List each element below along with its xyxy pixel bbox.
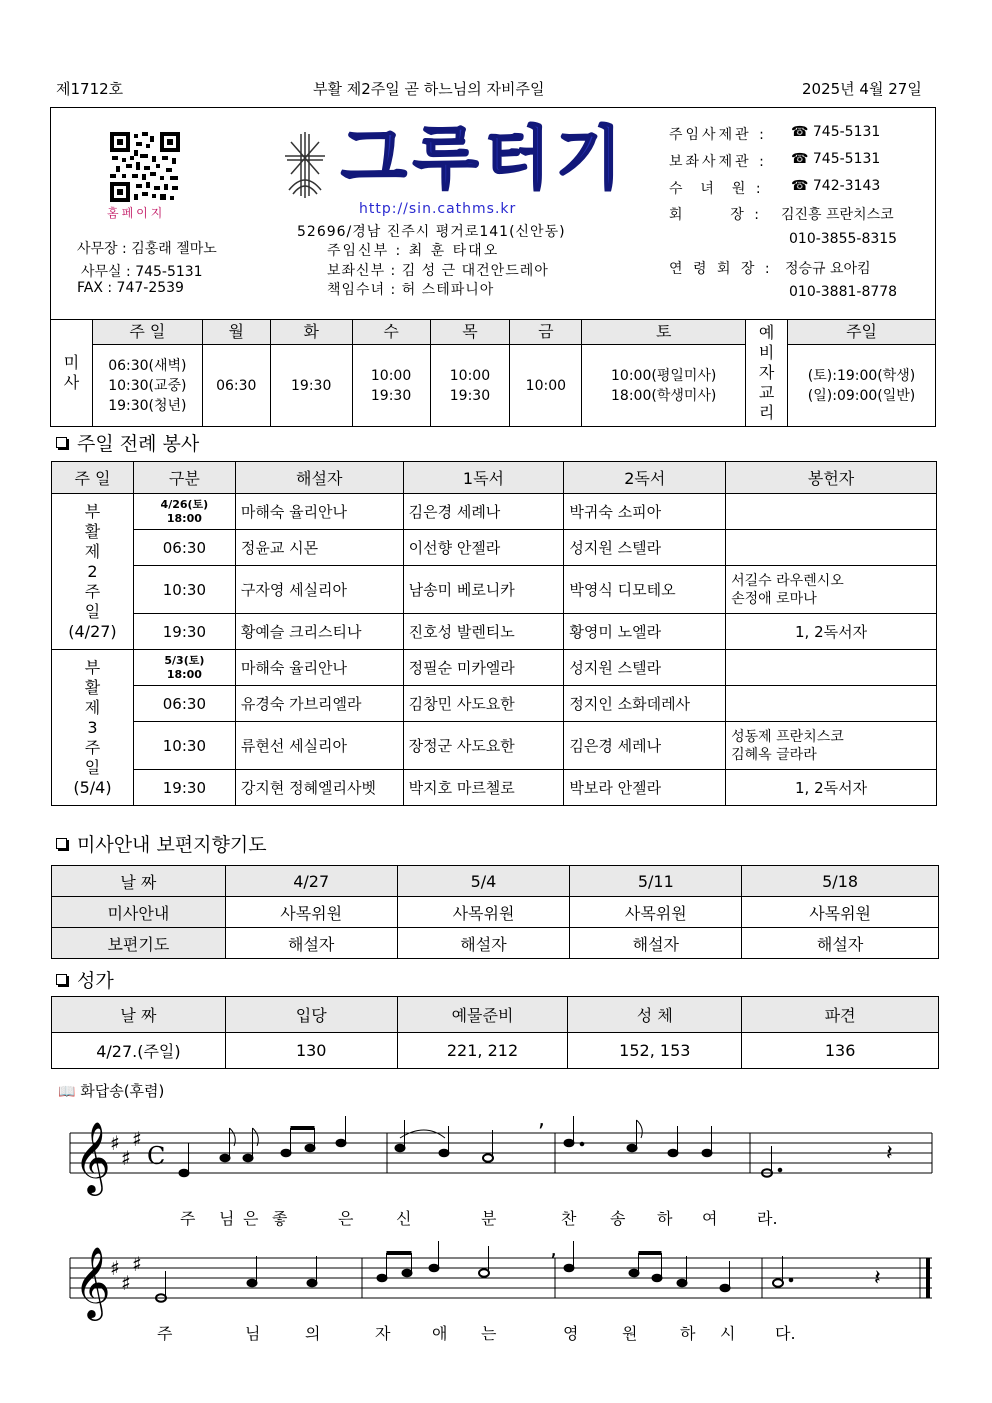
issue-date: 2025년 4월 27일 — [802, 80, 922, 98]
lyric: 님 — [219, 1209, 235, 1228]
sharp-icon: ♯ — [110, 1256, 120, 1280]
duty-section-title — [56, 429, 199, 456]
page-title: 부활 제2주일 곧 하느님의 자비주일 — [313, 80, 545, 98]
hymn-communion: 152, 153 — [568, 1033, 742, 1069]
sharp-icon: ♯ — [110, 1131, 120, 1155]
header-box — [50, 107, 936, 320]
duty-reading2: 성지원 스텔라 — [564, 530, 726, 566]
duty-table — [51, 461, 937, 806]
hymn-header-entrance: 입당 — [225, 997, 397, 1033]
duty-commentator: 마해숙 율리안나 — [235, 650, 403, 686]
duty-time: 06:30 — [133, 686, 235, 722]
duty-reading1: 김은경 세례나 — [403, 494, 564, 530]
duty-header-time: 구분 — [133, 462, 235, 494]
parish-address: 52696/경남 진주시 평거로141(신안동) — [297, 224, 566, 240]
lyric: 는 — [481, 1324, 497, 1343]
mass-time-tue: 19:30 — [270, 345, 352, 427]
duty-reading2: 김은경 세레나 — [564, 722, 726, 770]
mass-time-wed: 10:00 19:30 — [352, 345, 430, 427]
duty-offering — [726, 650, 937, 686]
hymn-section-label: 성가 — [77, 970, 114, 992]
duty-time: 5/3(토) 18:00 — [133, 650, 235, 686]
lyric: 주 — [180, 1209, 196, 1228]
duty-offering: 성동제 프란치스코 김혜옥 글라라 — [726, 722, 937, 770]
lyric: 영 — [563, 1324, 579, 1343]
duty-offering: 서길수 라우렌시오 손정애 로마나 — [726, 566, 937, 614]
staff-2 — [70, 1237, 932, 1321]
duty-offering — [726, 686, 937, 722]
duty-reading2: 성지원 스텔라 — [564, 650, 726, 686]
newsletter-logo: 그루터기 — [341, 120, 628, 199]
catechumen-label: 예 비 자 교 리 — [746, 320, 788, 427]
prayer-row-label: 미사안내 — [52, 897, 226, 928]
hymn-section-title — [56, 966, 114, 993]
duty-reading1: 진호성 발렌티노 — [403, 614, 564, 650]
lyric: 님 — [245, 1324, 261, 1343]
contact-value-1: ☎ 745-5131 — [791, 151, 881, 167]
checkbox-bullet-icon — [56, 838, 67, 849]
duty-offering: 1, 2독서자 — [726, 614, 937, 650]
qr-code-icon — [110, 132, 180, 202]
duty-header-offering: 봉헌자 — [726, 462, 937, 494]
homepage-url[interactable]: http://sin.cathms.kr — [359, 201, 517, 217]
mass-time-sunday: 06:30(새벽) 10:30(교중) 19:30(청년) — [92, 345, 202, 427]
sister-in-charge: 책임수녀 : 허 스테파니아 — [327, 282, 495, 298]
duty-header-reading1: 1독서 — [403, 462, 564, 494]
duty-reading1: 김창민 사도요한 — [403, 686, 564, 722]
catechumen-header: 주일 — [788, 320, 936, 345]
duty-offering: 1, 2독서자 — [726, 770, 937, 806]
treble-clef-icon: 𝄞 — [74, 1120, 111, 1193]
lyric: 신 — [396, 1209, 412, 1228]
duty-header-sunday: 주 일 — [52, 462, 134, 494]
duty-reading1: 장정군 사도요한 — [403, 722, 564, 770]
duty-reading2: 박보라 안젤라 — [564, 770, 726, 806]
table-row — [52, 897, 939, 928]
psalm-title — [58, 1080, 164, 1101]
mass-time-thu: 10:00 19:30 — [430, 345, 510, 427]
duty-commentator: 정윤교 시몬 — [235, 530, 403, 566]
sharp-icon: ♯ — [132, 1252, 142, 1276]
table-row — [52, 494, 937, 530]
duty-time: 10:30 — [133, 566, 235, 614]
lyric: 다. — [775, 1324, 796, 1343]
duty-group-label: 부 활 제 2 주 일 (4/27) — [52, 494, 134, 650]
lyric: 하 — [657, 1209, 673, 1228]
duty-reading2: 황영미 노엘라 — [564, 614, 726, 650]
duty-reading1: 정필순 미카엘라 — [403, 650, 564, 686]
hymn-header-communion: 성 체 — [568, 997, 742, 1033]
hymn-entrance: 130 — [225, 1033, 397, 1069]
hymn-header-recessional: 파견 — [742, 997, 939, 1033]
sharp-icon: ♯ — [121, 1146, 131, 1170]
lyric: 송 — [610, 1209, 626, 1228]
contact-label-5: 연 령 회 장 : — [669, 261, 773, 277]
homepage-label[interactable]: 홈페이지 — [107, 206, 166, 220]
hymn-recessional: 136 — [742, 1033, 939, 1069]
catechumen-time: (토):19:00(학생) (일):09:00(일반) — [788, 345, 936, 427]
psalm-title-label: 화답송(후렴) — [80, 1082, 165, 1100]
duty-time: 10:30 — [133, 722, 235, 770]
prayer-table — [51, 865, 939, 959]
contact-value-5: 정승규 요아킴 — [785, 261, 871, 277]
contact-label-2: 수 녀 원 : — [669, 181, 764, 197]
prayer-cell: 해설자 — [225, 928, 397, 959]
duty-time: 4/26(토) 18:00 — [133, 494, 235, 530]
lyric: 주 — [157, 1324, 173, 1343]
pastor: 주임신부 : 최 훈 타대오 — [327, 243, 500, 259]
duty-offering — [726, 494, 937, 530]
mass-header-fri: 금 — [510, 320, 582, 345]
checkbox-bullet-icon — [56, 974, 67, 985]
table-row — [52, 770, 937, 806]
contact-value-0: ☎ 745-5131 — [791, 124, 881, 140]
hymn-header-date: 날 짜 — [52, 997, 226, 1033]
breath-mark-icon: , — [538, 1108, 545, 1132]
duty-time: 19:30 — [133, 770, 235, 806]
sharp-icon: ♯ — [121, 1271, 131, 1295]
table-row — [52, 1033, 939, 1069]
cross-logo-icon — [283, 130, 327, 200]
duty-reading2: 정지인 소화데레사 — [564, 686, 726, 722]
table-row — [52, 614, 937, 650]
table-row — [52, 566, 937, 614]
prayer-cell: 사목위원 — [570, 897, 742, 928]
prayer-header-date-1: 4/27 — [225, 866, 397, 897]
mass-header-tue: 화 — [270, 320, 352, 345]
lyric: 라. — [757, 1209, 778, 1228]
duty-reading1: 남송미 베로니카 — [403, 566, 564, 614]
lyric: 애 — [432, 1324, 448, 1343]
lyric: 좋 — [272, 1209, 288, 1228]
mass-label: 미 사 — [51, 320, 93, 427]
prayer-row-label: 보편기도 — [52, 928, 226, 959]
mass-time-mon: 06:30 — [202, 345, 270, 427]
table-row — [52, 722, 937, 770]
contact-value-6: 010-3881-8778 — [789, 284, 898, 300]
lyric: 분 — [481, 1209, 497, 1228]
prayer-cell: 해설자 — [570, 928, 742, 959]
duty-section-label: 주일 전례 봉사 — [77, 433, 200, 455]
office-head: 사무장 : 김홍래 젤마노 — [77, 241, 217, 257]
assistant-priest: 보좌신부 : 김 성 근 대건안드레아 — [327, 263, 549, 279]
mass-header-mon: 월 — [202, 320, 270, 345]
duty-reading1: 박지호 마르첼로 — [403, 770, 564, 806]
staff-1 — [70, 1108, 932, 1196]
prayer-section-label: 미사안내 보편지향기도 — [77, 834, 267, 856]
contact-label-3: 회 장 : — [669, 207, 762, 223]
mass-header-wed: 수 — [352, 320, 430, 345]
sharp-icon: ♯ — [132, 1127, 142, 1151]
duty-commentator: 류현선 세실리아 — [235, 722, 403, 770]
lyric: 찬 — [561, 1209, 577, 1228]
prayer-section-title — [56, 830, 267, 857]
hymn-table — [51, 996, 939, 1069]
lyric: 하 — [680, 1324, 696, 1343]
contact-value-2: ☎ 742-3143 — [791, 178, 881, 194]
time-signature: C — [147, 1142, 166, 1170]
lyric: 의 — [305, 1324, 321, 1343]
mass-time-fri: 10:00 — [510, 345, 582, 427]
prayer-header-date-2: 5/4 — [397, 866, 570, 897]
duty-group-label: 부 활 제 3 주 일 (5/4) — [52, 650, 134, 806]
breath-mark-icon: , — [550, 1237, 557, 1262]
prayer-header-date-4: 5/18 — [742, 866, 939, 897]
duty-commentator: 황예슬 크리스티나 — [235, 614, 403, 650]
duty-commentator: 유경숙 가브리엘라 — [235, 686, 403, 722]
mass-header-sunday: 주 일 — [92, 320, 202, 345]
duty-reading2: 박영식 디모테오 — [564, 566, 726, 614]
duty-commentator: 마해숙 율리안나 — [235, 494, 403, 530]
table-row — [52, 650, 937, 686]
lyric: 시 — [720, 1324, 736, 1343]
mass-header-sat: 토 — [582, 320, 746, 345]
prayer-cell: 사목위원 — [742, 897, 939, 928]
hymn-date: 4/27.(주일) — [52, 1033, 226, 1069]
prayer-header-date-3: 5/11 — [570, 866, 742, 897]
prayer-cell: 사목위원 — [225, 897, 397, 928]
duty-commentator: 구자영 세실리아 — [235, 566, 403, 614]
lyric: 원 — [622, 1324, 638, 1343]
contact-value-3: 김진흥 프란치스코 — [781, 207, 894, 223]
mass-header-thu: 목 — [430, 320, 510, 345]
lyric: 자 — [375, 1324, 391, 1343]
lyric: 은 — [338, 1209, 354, 1228]
quarter-rest-icon: 𝄽 — [886, 1141, 893, 1166]
duty-time: 06:30 — [133, 530, 235, 566]
book-icon: 📖 — [58, 1084, 76, 1100]
table-row — [52, 530, 937, 566]
prayer-cell: 사목위원 — [397, 897, 570, 928]
table-row — [52, 928, 939, 959]
table-row — [52, 686, 937, 722]
duty-header-reading2: 2독서 — [564, 462, 726, 494]
duty-reading2: 박귀숙 소피아 — [564, 494, 726, 530]
contact-value-4: 010-3855-8315 — [789, 231, 898, 247]
office-phone: 사무실 : 745-5131 — [81, 264, 203, 280]
quarter-rest-icon: 𝄽 — [874, 1266, 881, 1291]
duty-header-commentator: 해설자 — [235, 462, 403, 494]
treble-clef-icon: 𝄞 — [74, 1245, 111, 1318]
prayer-cell: 해설자 — [397, 928, 570, 959]
checkbox-bullet-icon — [56, 437, 67, 448]
office-fax: FAX : 747-2539 — [77, 280, 184, 296]
lyric: 여 — [702, 1209, 718, 1228]
lyric: 은 — [243, 1209, 259, 1228]
duty-reading1: 이선향 안젤라 — [403, 530, 564, 566]
mass-schedule-table — [50, 319, 936, 427]
hymn-header-offertory: 예물준비 — [397, 997, 568, 1033]
duty-commentator: 강지현 정혜엘리사벳 — [235, 770, 403, 806]
duty-offering — [726, 530, 937, 566]
issue-number: 제1712호 — [56, 80, 124, 98]
contact-label-1: 보좌사제관 : — [669, 154, 767, 170]
contact-label-0: 주임사제관 : — [669, 127, 767, 143]
mass-time-sat: 10:00(평일미사) 18:00(학생미사) — [582, 345, 746, 427]
prayer-cell: 해설자 — [742, 928, 939, 959]
duty-time: 19:30 — [133, 614, 235, 650]
hymn-offertory: 221, 212 — [397, 1033, 568, 1069]
prayer-header-date: 날 짜 — [52, 866, 226, 897]
